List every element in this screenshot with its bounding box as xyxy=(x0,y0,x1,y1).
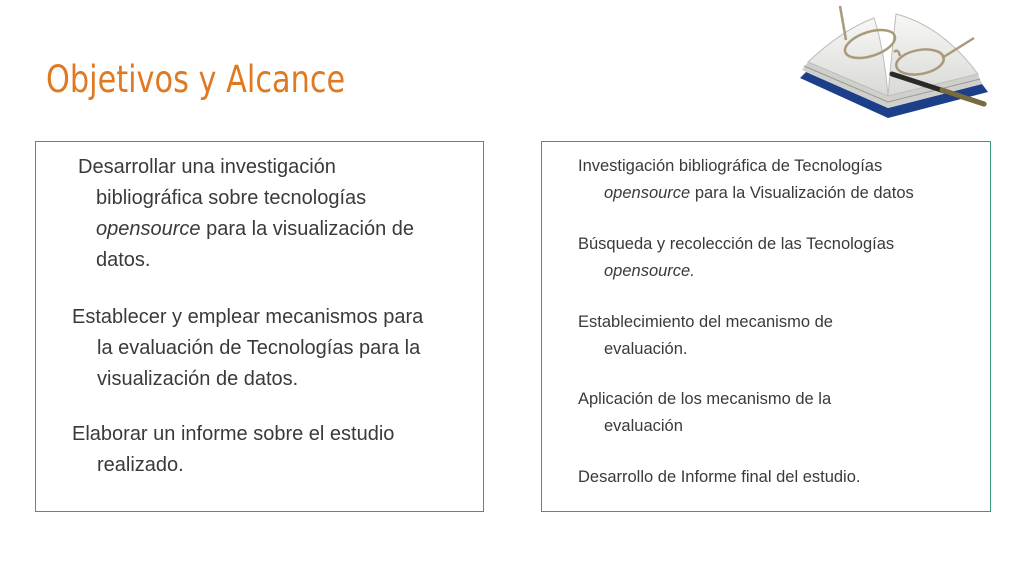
objetivo-1 xyxy=(78,152,414,276)
alcance-5 xyxy=(578,464,860,491)
objetivo-2-line-2: la evaluación de Tecnologías para la xyxy=(97,337,421,359)
alcance-3-line-1: Establecimiento del mecanismo de xyxy=(578,313,833,331)
alcance-2 xyxy=(578,231,894,285)
alcance-4 xyxy=(578,386,831,440)
alcance-box xyxy=(541,141,991,512)
opensource-term: opensource xyxy=(96,218,201,240)
alcance-4-line-2: evaluación xyxy=(604,417,683,435)
alcance-1 xyxy=(578,153,914,207)
opensource-term: opensource. xyxy=(604,262,695,280)
alcance-1-line-2 xyxy=(578,180,914,207)
objetivo-1-line-2: bibliográfica sobre tecnologías xyxy=(96,187,367,209)
objetivo-1-line-3-rest: para la visualización de xyxy=(200,218,414,240)
objetivo-1-line-4: datos. xyxy=(96,249,151,271)
objetivos-box xyxy=(35,141,484,512)
alcance-2-line-1: Búsqueda y recolección de las Tecnologías xyxy=(578,235,895,253)
alcance-3 xyxy=(578,309,833,363)
objetivo-3 xyxy=(72,419,394,481)
objetivo-3-line-2: realizado. xyxy=(97,454,184,476)
alcance-1-line-1: Investigación bibliográfica de Tecnologías xyxy=(578,157,883,175)
alcance-4-line-1: Aplicación de los mecanismo de la xyxy=(578,390,832,408)
alcance-5-line-1: Desarrollo de Informe final del estudio. xyxy=(578,468,861,486)
page-title: Objetivos y Alcance xyxy=(46,58,346,101)
objetivo-2-line-3: visualización de datos. xyxy=(97,368,299,390)
objetivo-1-line-1: Desarrollar una investigación xyxy=(78,156,336,178)
alcance-1-line-2-rest: para la Visualización de datos xyxy=(690,184,914,202)
book-glasses-illustration xyxy=(792,0,992,130)
opensource-term: opensource xyxy=(604,184,691,202)
objetivo-2-line-1: Establecer y emplear mecanismos para xyxy=(72,306,424,328)
alcance-2-line-2 xyxy=(578,258,894,285)
objetivo-1-line-3 xyxy=(78,214,414,245)
objetivo-3-line-1: Elaborar un informe sobre el estudio xyxy=(72,423,395,445)
objetivo-2 xyxy=(72,302,423,395)
alcance-3-line-2: evaluación. xyxy=(604,340,688,358)
